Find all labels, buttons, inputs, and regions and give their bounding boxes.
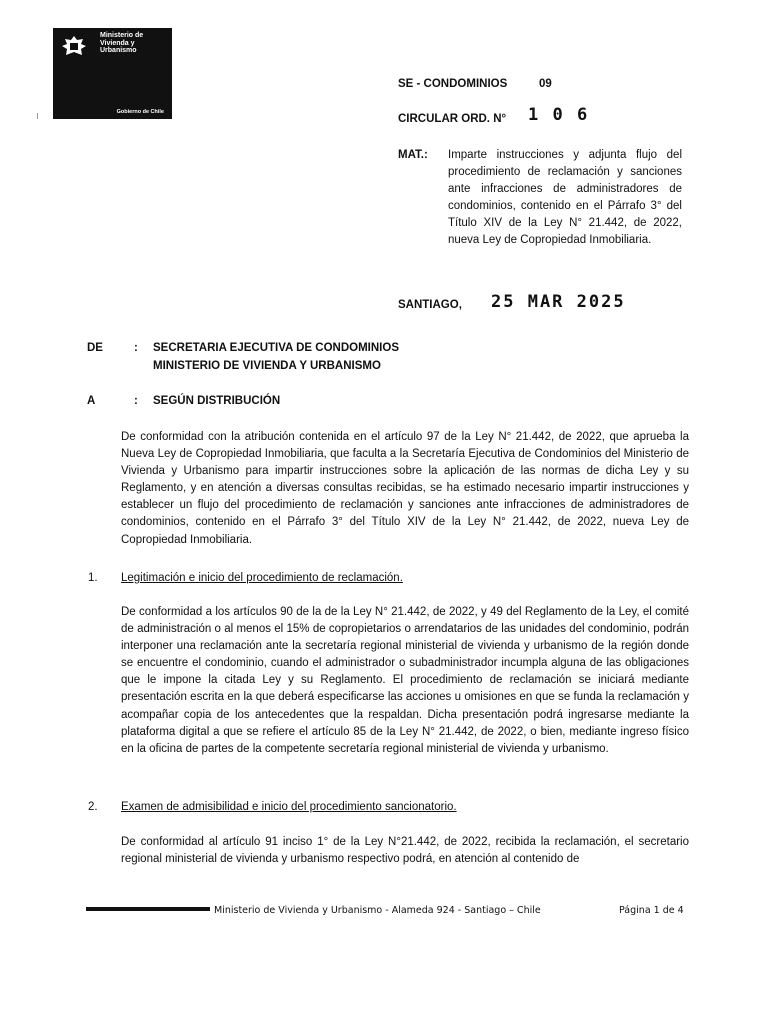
logo-line-1: Ministerio de	[100, 32, 144, 39]
circular-number: 1 0 6	[528, 105, 590, 125]
footer-address: Ministerio de Vivienda y Urbanismo - Alameda 924 - Santiago – Chile	[214, 905, 541, 916]
se-label: SE - CONDOMINIOS	[398, 78, 508, 90]
section-2-paragraph: De conformidad al artículo 91 inciso 1° de la Ley N°21.442, de 2022, recibida la reclamación, el secretario regional ministerial de vivienda y urbanismo respectivo podrá, en atención al contenido de	[121, 836, 689, 866]
section-2-title: Examen de admisibilidad e inicio del procedimiento sancionatorio.	[121, 801, 457, 813]
coat-of-arms-icon	[59, 34, 89, 58]
scan-mark	[37, 113, 38, 119]
section-1-number: 1.	[88, 572, 98, 584]
date-stamp: 25 MAR 2025	[491, 292, 626, 312]
place-label: SANTIAGO,	[398, 299, 462, 311]
circular-label: CIRCULAR ORD. N°	[398, 113, 507, 125]
to-value: SEGÚN DISTRIBUCIÓN	[153, 395, 281, 407]
section-1-paragraph: De conformidad a los artículos 90 de la de la Ley N° 21.442, de 2022, y 49 del Reglamento de la Ley, el comité de administración o al menos el 15% de copropietarios o arrendatarios de las unidades del condominio, podrán interponer una reclamación ante la secretaría regional ministerial de vivienda y urbanismo de la región donde se encuentre el condominio, cuando el administrador o subadministrador incumpla alguna de las obligaciones que le impone la citada Ley y su Reglamento. El procedimiento de reclamación se iniciará mediante presentación escrita en la que deberá especificarse las acciones u omisiones en que se funda la reclamación y acompañar copia de los antecedentes que la respaldan. Dicha presentación podrá ingresarse mediante la plataforma digital a que se refiere el artículo 85 de la Ley N° 21.442, de 2022, o bien, mediante ingreso físico en la oficina de partes de la competente secretaría regional ministerial de vivienda y urbanismo.	[121, 606, 689, 755]
from-line-2: MINISTERIO DE VIVIENDA Y URBANISMO	[153, 360, 381, 372]
mat-text: Imparte instrucciones y adjunta flujo del procedimiento de reclamación y sanciones ante infracciones de administradores de condominios, contenido en el Párrafo 3° del Título XIV de la Ley N° 21.442, de 2022, nueva Ley de Copropiedad Inmobiliaria.	[448, 149, 682, 247]
logo-text	[100, 32, 143, 55]
mat-label: MAT.:	[398, 149, 428, 161]
footer-rule	[86, 907, 210, 911]
section-1-title: Legitimación e inicio del procedimiento de reclamación.	[121, 572, 403, 584]
ministry-logo	[53, 28, 172, 119]
from-label: DE	[87, 342, 103, 354]
footer-page-number: Página 1 de 4	[619, 905, 684, 916]
from-line-1: SECRETARIA EJECUTIVA DE CONDOMINIOS	[153, 342, 399, 354]
logo-line-3: Urbanismo	[100, 47, 137, 54]
from-colon: :	[134, 342, 138, 354]
to-label: A	[87, 395, 96, 407]
se-number: 09	[539, 78, 552, 90]
section-2-number: 2.	[88, 801, 98, 813]
logo-line-2: Vivienda y	[100, 39, 135, 47]
intro-paragraph: De conformidad con la atribución contenida en el artículo 97 de la Ley N° 21.442, de 2022, que aprueba la Nueva Ley de Copropiedad Inmobiliaria, que faculta a la Secretaría Ejecutiva de Condominios del Ministerio de Vivienda y Urbanismo para impartir instrucciones sobre la aplicación de las normas de dicha Ley y su Reglamento, y en atención a diversas consultas recibidas, se ha estimado necesario impartir instrucciones y establecer un flujo del procedimiento de reclamación y sanciones ante infracciones de administradores de condominios, contenido en el Párrafo 3° del Título XIV de la Ley N° 21.442, de 2022, nueva Ley de Copropiedad Inmobiliaria.	[121, 431, 689, 546]
to-colon: :	[134, 395, 138, 407]
logo-footer: Gobierno de Chile	[116, 109, 164, 115]
